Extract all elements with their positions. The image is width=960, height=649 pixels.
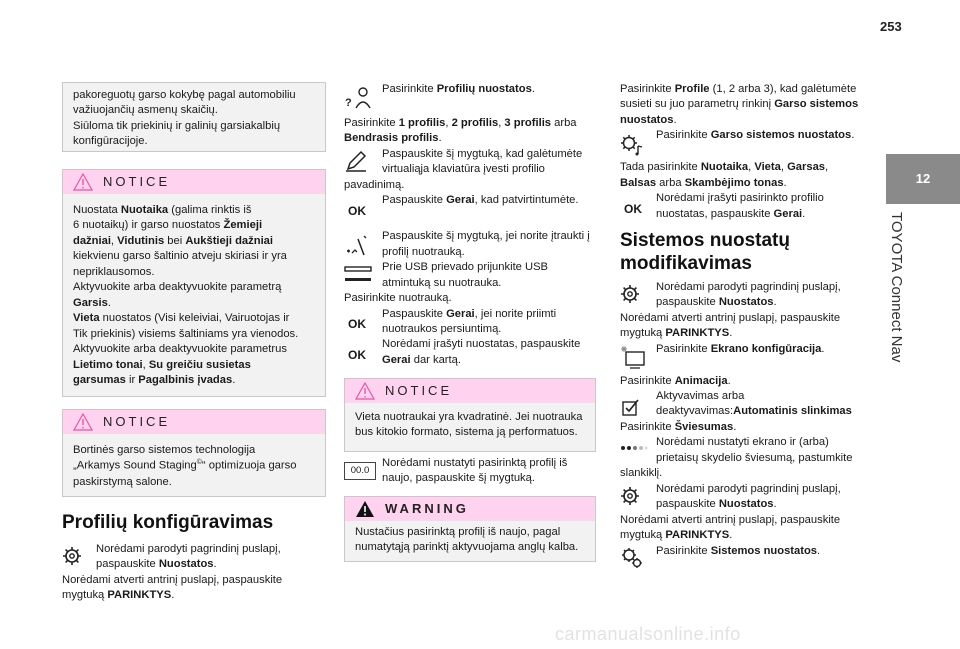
text: bei: [164, 234, 186, 247]
text: Norėdami įrašyti pasirinkto profilio: [656, 192, 824, 205]
text: .: [729, 327, 733, 340]
notice-box-2: [62, 409, 326, 497]
text: .: [802, 207, 806, 220]
notice-box-3: [344, 378, 596, 452]
text: mygtuką: [620, 327, 666, 340]
step-confirm: [344, 193, 594, 227]
text: Norėdami nustatyti ekrano ir (arba): [656, 436, 829, 449]
term-voice: Balsas: [620, 176, 657, 189]
notice-label: NOTICE: [385, 383, 453, 399]
text: 6 nuotaikų) ir garso nuostatos: [73, 219, 224, 232]
text: ir: [125, 373, 139, 386]
text: slankiklį.: [620, 467, 663, 480]
text: Tada pasirinkite: [620, 161, 701, 174]
text: kiekvienu garso šaltinio atveju skiriasi ir yra: [73, 250, 287, 263]
term-mid: Vidutinis: [117, 234, 165, 247]
text: Pasirinkite: [620, 374, 675, 387]
text: Pasirinkite: [620, 83, 675, 95]
text: profilį nuotrauką.: [382, 245, 465, 258]
notice-header: [63, 410, 325, 434]
chapter-title: [888, 212, 924, 372]
reset-button-icon: 00.0: [344, 462, 376, 480]
step-open-home-2: [620, 280, 874, 311]
intro-box: [62, 82, 326, 152]
text: .: [729, 529, 733, 542]
term-volume: garsumas: [73, 373, 126, 386]
text: Tik priekinis) visiems šaltiniams yra vienodos.: [73, 327, 299, 340]
term-settings: Nuostatos: [718, 498, 774, 511]
term-mood: Nuotaika: [700, 161, 749, 174]
text: Vieta nuotraukai yra kvadratinė. Jei nuotrauka: [355, 411, 583, 423]
text: Nuostata: [73, 204, 121, 216]
text: Norėdami atverti antrinį puslapį, paspauskite: [620, 311, 841, 324]
warning-body: [345, 521, 595, 564]
text: Paspauskite šį mygtuką, kad galėtumėte: [382, 147, 583, 160]
text: Norėdami parodyti pagrindinį puslapį,: [656, 482, 841, 495]
section-heading-system: [620, 230, 874, 276]
text: arba: [551, 117, 577, 129]
step-brightness: [620, 435, 874, 466]
text: Paspauskite šį mygtuką, jei norite įtraukti į: [382, 230, 590, 243]
text: nuostatas, paspauskite: [656, 207, 774, 220]
term-ok: Gerai: [446, 194, 475, 207]
term-aux: Pagalbinis įvadas: [138, 373, 233, 386]
chapter-number: 12: [915, 171, 931, 187]
warning-triangle-icon: [355, 382, 375, 400]
warning-triangle-icon: [355, 500, 375, 518]
text: atmintuką su nuotrauka.: [382, 276, 502, 289]
copyright-mark: ©: [196, 459, 202, 467]
system-settings-icon: [620, 546, 644, 570]
text: Norėdami nustatyti pasirinktą profilį iš: [382, 457, 568, 469]
term-profile-settings: Profilių nuostatos: [436, 83, 532, 95]
text: arba: [656, 176, 685, 189]
gear-icon: [620, 284, 640, 304]
text: ,: [445, 117, 452, 129]
text: .: [727, 374, 731, 387]
text: .: [107, 296, 111, 309]
ok-button-icon: OK: [348, 203, 366, 218]
text: dar kartą.: [410, 353, 461, 366]
step-auto-scroll: [620, 389, 874, 420]
term-common-profile: Bendrasis profilis: [344, 132, 439, 145]
text: .: [773, 498, 777, 511]
term-options: PARINKTYS: [665, 327, 730, 340]
text: „Arkamys Sound Staging: [73, 460, 197, 473]
usb-icon: [344, 264, 372, 286]
term-sound: Garsas: [787, 161, 826, 174]
term-bass-2: dažniai: [73, 234, 111, 247]
ok-button-icon: OK: [348, 348, 366, 363]
brightness-slider-icon: [620, 443, 648, 453]
term-treble: Aukštieji dažniai: [185, 234, 274, 247]
text: .: [438, 132, 442, 145]
gear-icon: [62, 546, 82, 566]
text: naujo, paspauskite šį mygtuką.: [382, 472, 535, 485]
text: Bortinės garso sistemos technologija: [73, 444, 256, 456]
text: ,: [110, 234, 118, 247]
text: Pasirinkite: [620, 420, 675, 433]
text: , jei norite priimti: [474, 307, 557, 320]
notice-header: [345, 379, 595, 403]
add-photo-icon: [344, 233, 370, 259]
text: bus kitokio formato, sistema ją performatuos.: [355, 426, 578, 439]
warning-header: [345, 497, 595, 521]
chapter-tab: [886, 154, 960, 204]
text: paskirstymą salone.: [73, 475, 172, 488]
reset-item: [344, 456, 594, 487]
step-open-home: [62, 542, 332, 573]
text: Pasirinkite nuotrauką.: [344, 292, 452, 305]
ok-button-icon: OK: [624, 201, 642, 216]
ok-button-icon: OK: [348, 317, 366, 332]
intro-line: Siūloma tik priekinių ir galinių garsiakalbių: [73, 119, 281, 132]
term-profile-2: 2 profilis: [451, 117, 499, 129]
audio-settings-icon: [620, 132, 644, 156]
warning-box: [344, 496, 596, 562]
term-loudness: Garsis: [73, 296, 108, 309]
term-audio-settings: Garso sistemos nuostatos: [710, 129, 852, 142]
notice-body: [63, 194, 325, 396]
notice-body: [63, 434, 325, 498]
step-screen-config: [620, 342, 874, 372]
text: .: [673, 113, 677, 126]
term-ringtones: Skambėjimo tonas: [684, 176, 784, 189]
text: Aktyvuokite arba deaktyvuokite parametrą: [73, 281, 282, 294]
step-save-profile: [620, 191, 874, 222]
term-system-settings: Sistemos nuostatos: [710, 544, 818, 557]
step-usb: [344, 260, 594, 291]
text: mygtuką: [620, 529, 666, 542]
text: Pasirinkite: [656, 544, 711, 557]
text: paspauskite: [656, 296, 719, 309]
term-bass: Žemieji: [223, 219, 263, 232]
step-reset-profile: [344, 456, 594, 487]
profile-settings-icon: [344, 84, 372, 112]
text: nuotraukos persiuntimą.: [382, 322, 502, 335]
step-open-home-3: [620, 482, 874, 513]
term-touch-tones: Lietimo tonai: [73, 358, 143, 371]
term-audio-settings: Garso sistemos: [774, 98, 859, 111]
text: Paspauskite: [382, 194, 447, 207]
step-edit-name: [344, 147, 594, 178]
term-profile: Profile: [674, 83, 710, 95]
section-heading-profiles: Profilių konfigūravimas: [62, 512, 274, 533]
term-animation: Animacija: [674, 374, 728, 387]
text: nuostatos (Visi keleiviai, Vairuotojas ir: [99, 312, 290, 325]
text: virtualiąja klaviatūra įvesti profilio: [382, 163, 545, 176]
column-1-bottom: [62, 512, 332, 604]
text: paspauskite: [656, 498, 719, 511]
page-number: 253: [880, 19, 902, 34]
term-mood: Nuotaika: [120, 204, 169, 216]
pencil-icon: [344, 149, 368, 173]
text: Aktyvavimas arba: [656, 390, 745, 403]
term-position: Vieta: [754, 161, 781, 174]
text: prietaisų skydelio šviesumą, pastumkite: [656, 451, 853, 464]
text: ,: [780, 161, 788, 174]
text: .: [783, 176, 787, 189]
term-auto-scroll: Automatinis slinkimas: [733, 405, 852, 418]
intro-line: pakoreguotų garso kokybę pagal automobiliu: [73, 89, 296, 101]
gear-icon: [620, 486, 640, 506]
intro-line: važiuojančių asmenų skaičių.: [73, 104, 218, 117]
text: Prie USB prievado prijunkite USB: [382, 261, 549, 274]
text: Norėdami įrašyti nuostatas, paspauskite: [382, 338, 581, 351]
notice-label: NOTICE: [103, 414, 171, 430]
screen-config-icon: [620, 344, 646, 370]
step-save: [344, 337, 594, 368]
heading-line: Sistemos nuostatų: [620, 230, 790, 252]
notice-header: [63, 170, 325, 194]
column-2: [344, 82, 594, 368]
notice-body: [345, 403, 595, 449]
chapter-title-text: TOYOTA Connect Nav: [888, 212, 905, 363]
term-ok: Gerai: [446, 307, 475, 320]
text: .: [733, 420, 737, 433]
intro-line: konfigūracijoje.: [73, 135, 148, 148]
term-settings: Nuostatos: [158, 558, 214, 571]
term-ok: Gerai: [773, 207, 803, 220]
text: Norėdami parodyti pagrindinį puslapį,: [656, 280, 841, 293]
warning-label: WARNING: [385, 501, 469, 517]
text: Pasirinkite: [656, 342, 711, 355]
text: .: [232, 373, 236, 386]
text: numatytąją parinktį aktyvuojama anglų kalba.: [355, 541, 579, 554]
term-screen-config: Ekrano konfigūracija: [710, 342, 822, 355]
text: Norėdami parodyti pagrindinį puslapį,: [96, 542, 281, 555]
text: Norėdami atverti antrinį puslapį, paspauskite: [62, 573, 283, 586]
text: .: [851, 129, 855, 142]
text: ,: [825, 161, 829, 174]
term-audio-settings-2: nuostatos: [620, 113, 674, 126]
watermark: carmanualsonline.info: [555, 624, 741, 644]
term-options: PARINKTYS: [665, 529, 730, 542]
text: paspauskite: [96, 558, 159, 571]
text: Pasirinkite: [344, 117, 399, 129]
text: Norėdami atverti antrinį puslapį, paspauskite: [620, 513, 841, 526]
text: nepriklausomos.: [73, 265, 155, 278]
text: pavadinimą.: [344, 178, 405, 191]
text: Paspauskite: [382, 307, 447, 320]
step-add-photo: [344, 229, 594, 260]
term-speed-volume: Su greičiu susietas: [148, 358, 251, 371]
text: mygtuką: [62, 589, 108, 602]
text: (galima rinktis iš: [168, 204, 252, 216]
text: , kad patvirtintumėte.: [474, 194, 579, 207]
notice-label: NOTICE: [103, 174, 171, 190]
text: Pasirinkite: [382, 83, 437, 95]
heading-line: modifikavimas: [620, 252, 752, 274]
text: .: [531, 83, 535, 95]
svg-text:?: ?: [345, 97, 352, 109]
text: “ optimizuoja garso: [201, 460, 297, 473]
term-profile-3: 3 profilis: [504, 117, 552, 129]
text: ,: [748, 161, 755, 174]
notice-box-1: [62, 169, 326, 397]
step-select-profile-settings: [344, 82, 594, 114]
text: ,: [142, 358, 149, 371]
step-audio-settings: [620, 128, 874, 158]
warning-triangle-icon: [73, 173, 93, 191]
text: .: [817, 544, 821, 557]
step-accept-transfer: [344, 307, 594, 338]
text: Pasirinkite: [656, 129, 711, 142]
text: susieti su juo parametrų rinkinį: [620, 98, 775, 111]
term-options: PARINKTYS: [107, 589, 172, 602]
text: Nustačius pasirinktą profilį iš naujo, pagal: [355, 526, 561, 538]
text: .: [821, 342, 825, 355]
text: .: [213, 558, 217, 571]
text: .: [773, 296, 777, 309]
term-position: Vieta: [73, 312, 100, 325]
text: deaktyvavimas:: [656, 405, 734, 418]
term-brightness: Šviesumas: [674, 420, 734, 433]
checkbox-icon: [620, 397, 640, 417]
text: .: [171, 589, 175, 602]
text: (1, 2 arba 3), kad galėtumėte: [709, 83, 857, 95]
term-settings: Nuostatos: [718, 296, 774, 309]
term-profile-1: 1 profilis: [398, 117, 446, 129]
warning-triangle-icon: [73, 413, 93, 431]
text: Aktyvuokite arba deaktyvuokite parametrus: [73, 343, 287, 356]
text: ,: [498, 117, 505, 129]
term-ok: Gerai: [382, 353, 411, 366]
step-system-settings: [620, 544, 874, 570]
column-3: [620, 82, 874, 570]
